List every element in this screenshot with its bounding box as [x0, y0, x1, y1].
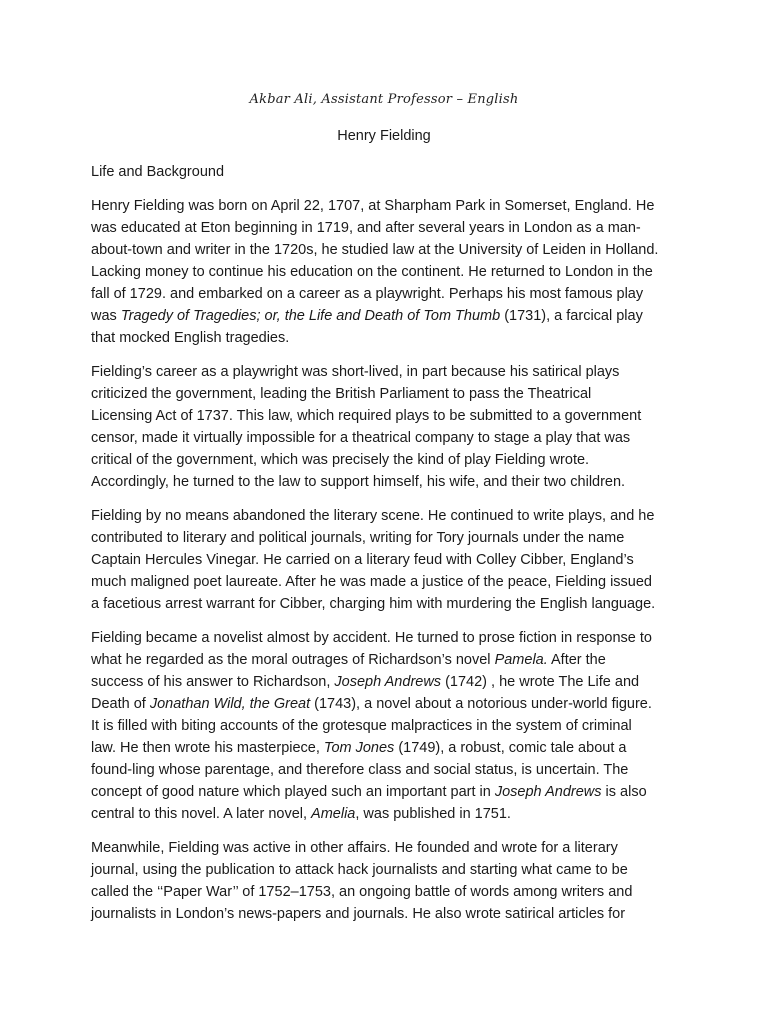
paragraph-line [91, 471, 681, 493]
paragraph-line [91, 693, 681, 715]
paragraph-line [91, 327, 681, 349]
paragraph-line [91, 671, 681, 693]
author-line: Akbar Ali, Assistant Professor – English [249, 92, 519, 107]
paragraph-line [91, 305, 681, 327]
document-body [91, 161, 681, 937]
italic-title-text: Jonathan Wild, the Great [149, 696, 311, 712]
italic-title-text: Joseph Andrews [494, 784, 602, 800]
body-text: critical of the government, which was precisely the kind of play Fielding wrote. [91, 452, 590, 468]
body-text: Henry Fielding was born on April 22, 1707, at Sharpham Park in Somerset, England. He [91, 198, 655, 214]
paragraph-line [91, 527, 681, 549]
paragraph-line [91, 405, 681, 427]
body-text: was [91, 308, 121, 324]
italic-title-text: Amelia [311, 806, 356, 822]
body-text: Meanwhile, Fielding was active in other affairs. He founded and wrote for a literary [91, 840, 618, 856]
body-text: Fielding became a novelist almost by accident. He turned to prose fiction in response to [91, 630, 652, 646]
paragraph-line [91, 627, 681, 649]
body-text: law. He then wrote his masterpiece, [91, 740, 324, 756]
paragraph-list [91, 195, 681, 925]
paragraph [91, 195, 681, 349]
paragraph-line [91, 427, 681, 449]
paragraph-line [91, 195, 681, 217]
body-text: found-ling whose parentage, and therefore class and social status, is uncertain. The [91, 762, 629, 778]
paragraph-line [91, 881, 681, 903]
paragraph-line [91, 239, 681, 261]
paragraph-line [91, 361, 681, 383]
paragraph-line [91, 283, 681, 305]
paragraph-line [91, 649, 681, 671]
body-text: concept of good nature which played such an important part in [91, 784, 495, 800]
body-text: was educated at Eton beginning in 1719, and after several years in London as a man- [91, 220, 641, 236]
paragraph-line [91, 715, 681, 737]
body-text: much maligned poet laureate. After he was made a justice of the peace, Fielding issued [91, 574, 652, 590]
body-text: (1731), a farcical play [500, 308, 643, 324]
body-text: (1742) , he wrote The Life and [441, 674, 640, 690]
document-title: Henry Fielding [337, 128, 431, 144]
paragraph-line [91, 571, 681, 593]
section-heading: Life and Background [91, 164, 225, 180]
paragraph-line [91, 781, 681, 803]
body-text: Accordingly, he turned to the law to support himself, his wife, and their two children. [91, 474, 626, 490]
italic-title-text: Tom Jones [323, 740, 395, 756]
body-text: about-town and writer in the 1720s, he studied law at the University of Leiden in Holland. [91, 242, 659, 258]
body-text: journalists in London’s news-papers and journals. He also wrote satirical articles for [91, 906, 626, 922]
body-text: central to this novel. A later novel, [91, 806, 312, 822]
body-text: Lacking money to continue his education on the continent. He returned to London in the [91, 264, 653, 280]
body-text: It is filled with biting accounts of the grotesque malpractices in the system of criminal [91, 718, 632, 734]
italic-title-text: Tragedy of Tragedies; or, the Life and Death of Tom Thumb [120, 308, 501, 324]
paragraph-line [91, 217, 681, 239]
body-text: journal, using the publication to attack hack journalists and starting what came to be [91, 862, 628, 878]
paragraph-line [91, 593, 681, 615]
body-text: success of his answer to Richardson, [91, 674, 335, 690]
body-text: Death of [91, 696, 150, 712]
paragraph-line [91, 759, 681, 781]
body-text: censor, made it virtually impossible for a theatrical company to stage a play that was [91, 430, 631, 446]
body-text: Captain Hercules Vinegar. He carried on a literary feud with Colley Cibber, England’s [91, 552, 634, 568]
paragraph-line [91, 737, 681, 759]
paragraph-line [91, 903, 681, 925]
body-text: a facetious arrest warrant for Cibber, charging him with murdering the English language. [91, 596, 656, 612]
paragraph-line [91, 837, 681, 859]
body-text: fall of 1729. and embarked on a career as a playwright. Perhaps his most famous play [91, 286, 644, 302]
body-text: that mocked English tragedies. [91, 330, 290, 346]
paragraph [91, 627, 681, 825]
paragraph-line [91, 549, 681, 571]
body-text: Fielding by no means abandoned the literary scene. He continued to write plays, and he [91, 508, 655, 524]
body-text: Fielding’s career as a playwright was short-lived, in part because his satirical plays [91, 364, 620, 380]
body-text: Licensing Act of 1737. This law, which required plays to be submitted to a government [91, 408, 642, 424]
paragraph-line [91, 505, 681, 527]
italic-title-text: Pamela. [494, 652, 548, 668]
body-text: criticized the government, leading the British Parliament to pass the Theatrical [91, 386, 592, 402]
paragraph [91, 837, 681, 925]
paragraph [91, 361, 681, 493]
body-text: , was published in 1751. [355, 806, 511, 822]
body-text: (1743), a novel about a notorious under-world figure. [310, 696, 652, 712]
paragraph-line [91, 383, 681, 405]
body-text: After the [547, 652, 606, 668]
body-text: is also [601, 784, 647, 800]
body-text: contributed to literary and political journals, writing for Tory journals under the name [91, 530, 625, 546]
paragraph-line [91, 803, 681, 825]
body-text: what he regarded as the moral outrages of Richardson’s novel [91, 652, 495, 668]
paragraph-line [91, 449, 681, 471]
body-text: called the ‘‘Paper War’’ of 1752–1753, an ongoing battle of words among writers and [91, 884, 633, 900]
body-text: (1749), a robust, comic tale about a [394, 740, 627, 756]
paragraph [91, 505, 681, 615]
paragraph-line [91, 261, 681, 283]
paragraph-line [91, 859, 681, 881]
italic-title-text: Joseph Andrews [334, 674, 442, 690]
